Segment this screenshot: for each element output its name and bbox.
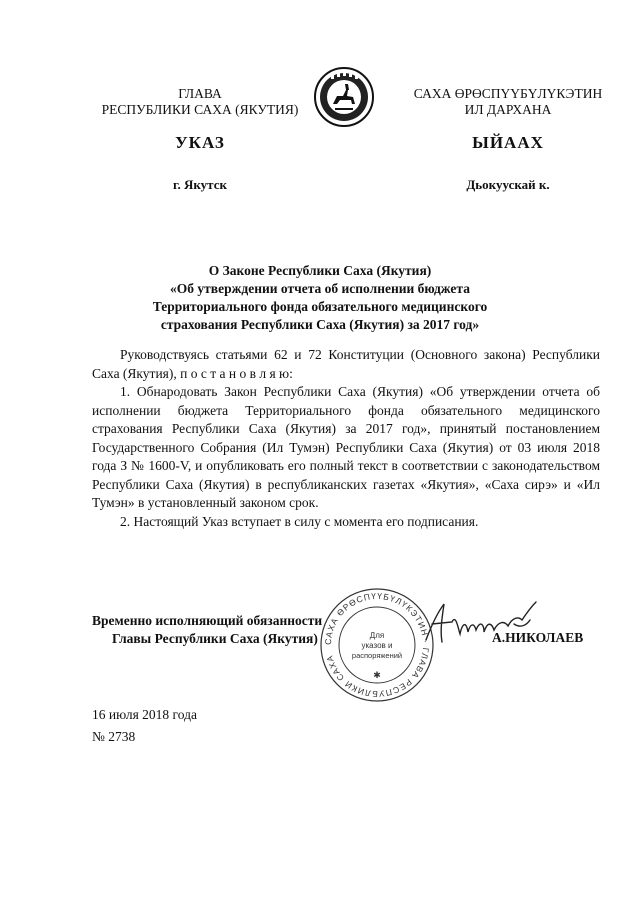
stamp-center-line3: распоряжений (351, 651, 403, 660)
document-body (92, 346, 600, 531)
stamp-ring-text: САХА ӨРӨСПҮҮБҮЛҮКЭТИН · ГЛАВА РЕСПУБЛИКИ САХА (322, 590, 432, 700)
document-date: 16 июля 2018 года (92, 707, 197, 722)
document-title-line: страхования Республики Саха (Якутия) за 2017 год» (160, 317, 480, 332)
decree-title-sakha: ЫЙААХ (472, 133, 544, 152)
signatory-name: А.НИКОЛАЕВ (492, 630, 584, 645)
coat-of-arms-icon (313, 66, 375, 128)
stamp-center-line2: указов и (361, 641, 393, 650)
document-number: № 2738 (92, 729, 136, 744)
signatory-position (92, 612, 322, 648)
intro-paragraph: Руководствуясь статьями 62 и 72 Конституции (Основного закона) Республики Саха (Якутия), п о с т а н о в л я ю: (92, 347, 600, 381)
stamp-star-icon: ✱ (373, 670, 381, 680)
city-sakha: Дьокуускай к. (466, 177, 550, 192)
header-right (388, 86, 628, 118)
item-paragraph-1: 1. Обнародовать Закон Республики Саха (Якутия) «Об утверждении отчета об исполнении бюджета Территориального фонда обязательного медицинского страхования Республики Саха (Якутия) за 2017 год», принятый постановлением Государственного Собрания (Ил Тумэн) Республики Саха (Якутия) от 03 июля 2018 года З № 1600-V, и опубликовать его полный текст в соответствии с законодательством Республики Саха (Якутия) в республиканских газетах «Якутия», «Саха сирэ» и «Ил Тумэн» в установленный законом срок. (92, 384, 600, 510)
item-paragraph-2: 2. Настоящий Указ вступает в силу с момента его подписания. (120, 513, 479, 529)
document-title (100, 262, 540, 334)
document-title-line: Территориального фонда обязательного медицинского (152, 299, 488, 314)
document-footer (92, 704, 197, 748)
stamp-center-line1: Для (369, 631, 385, 640)
signatory-position-line1: Временно исполняющий обязанности (92, 613, 323, 628)
document-title-line: «Об утверждении отчета об исполнении бюджета (170, 281, 470, 296)
document-title-line: О Законе Республики Саха (Якутия) (208, 263, 432, 278)
decree-title-ru: УКАЗ (175, 133, 225, 152)
header-right-line1: САХА ӨРӨСПҮҮБҮЛҮКЭТИН (413, 86, 603, 101)
city-ru: г. Якутск (173, 177, 227, 192)
header-right-line2: ИЛ ДАРХАНА (464, 102, 552, 117)
signatory-position-line2: Главы Республики Саха (Якутия) (112, 631, 318, 646)
header-left-line2: РЕСПУБЛИКИ САХА (ЯКУТИЯ) (101, 102, 299, 117)
header-left (80, 86, 320, 118)
header-left-line1: ГЛАВА (178, 86, 222, 101)
